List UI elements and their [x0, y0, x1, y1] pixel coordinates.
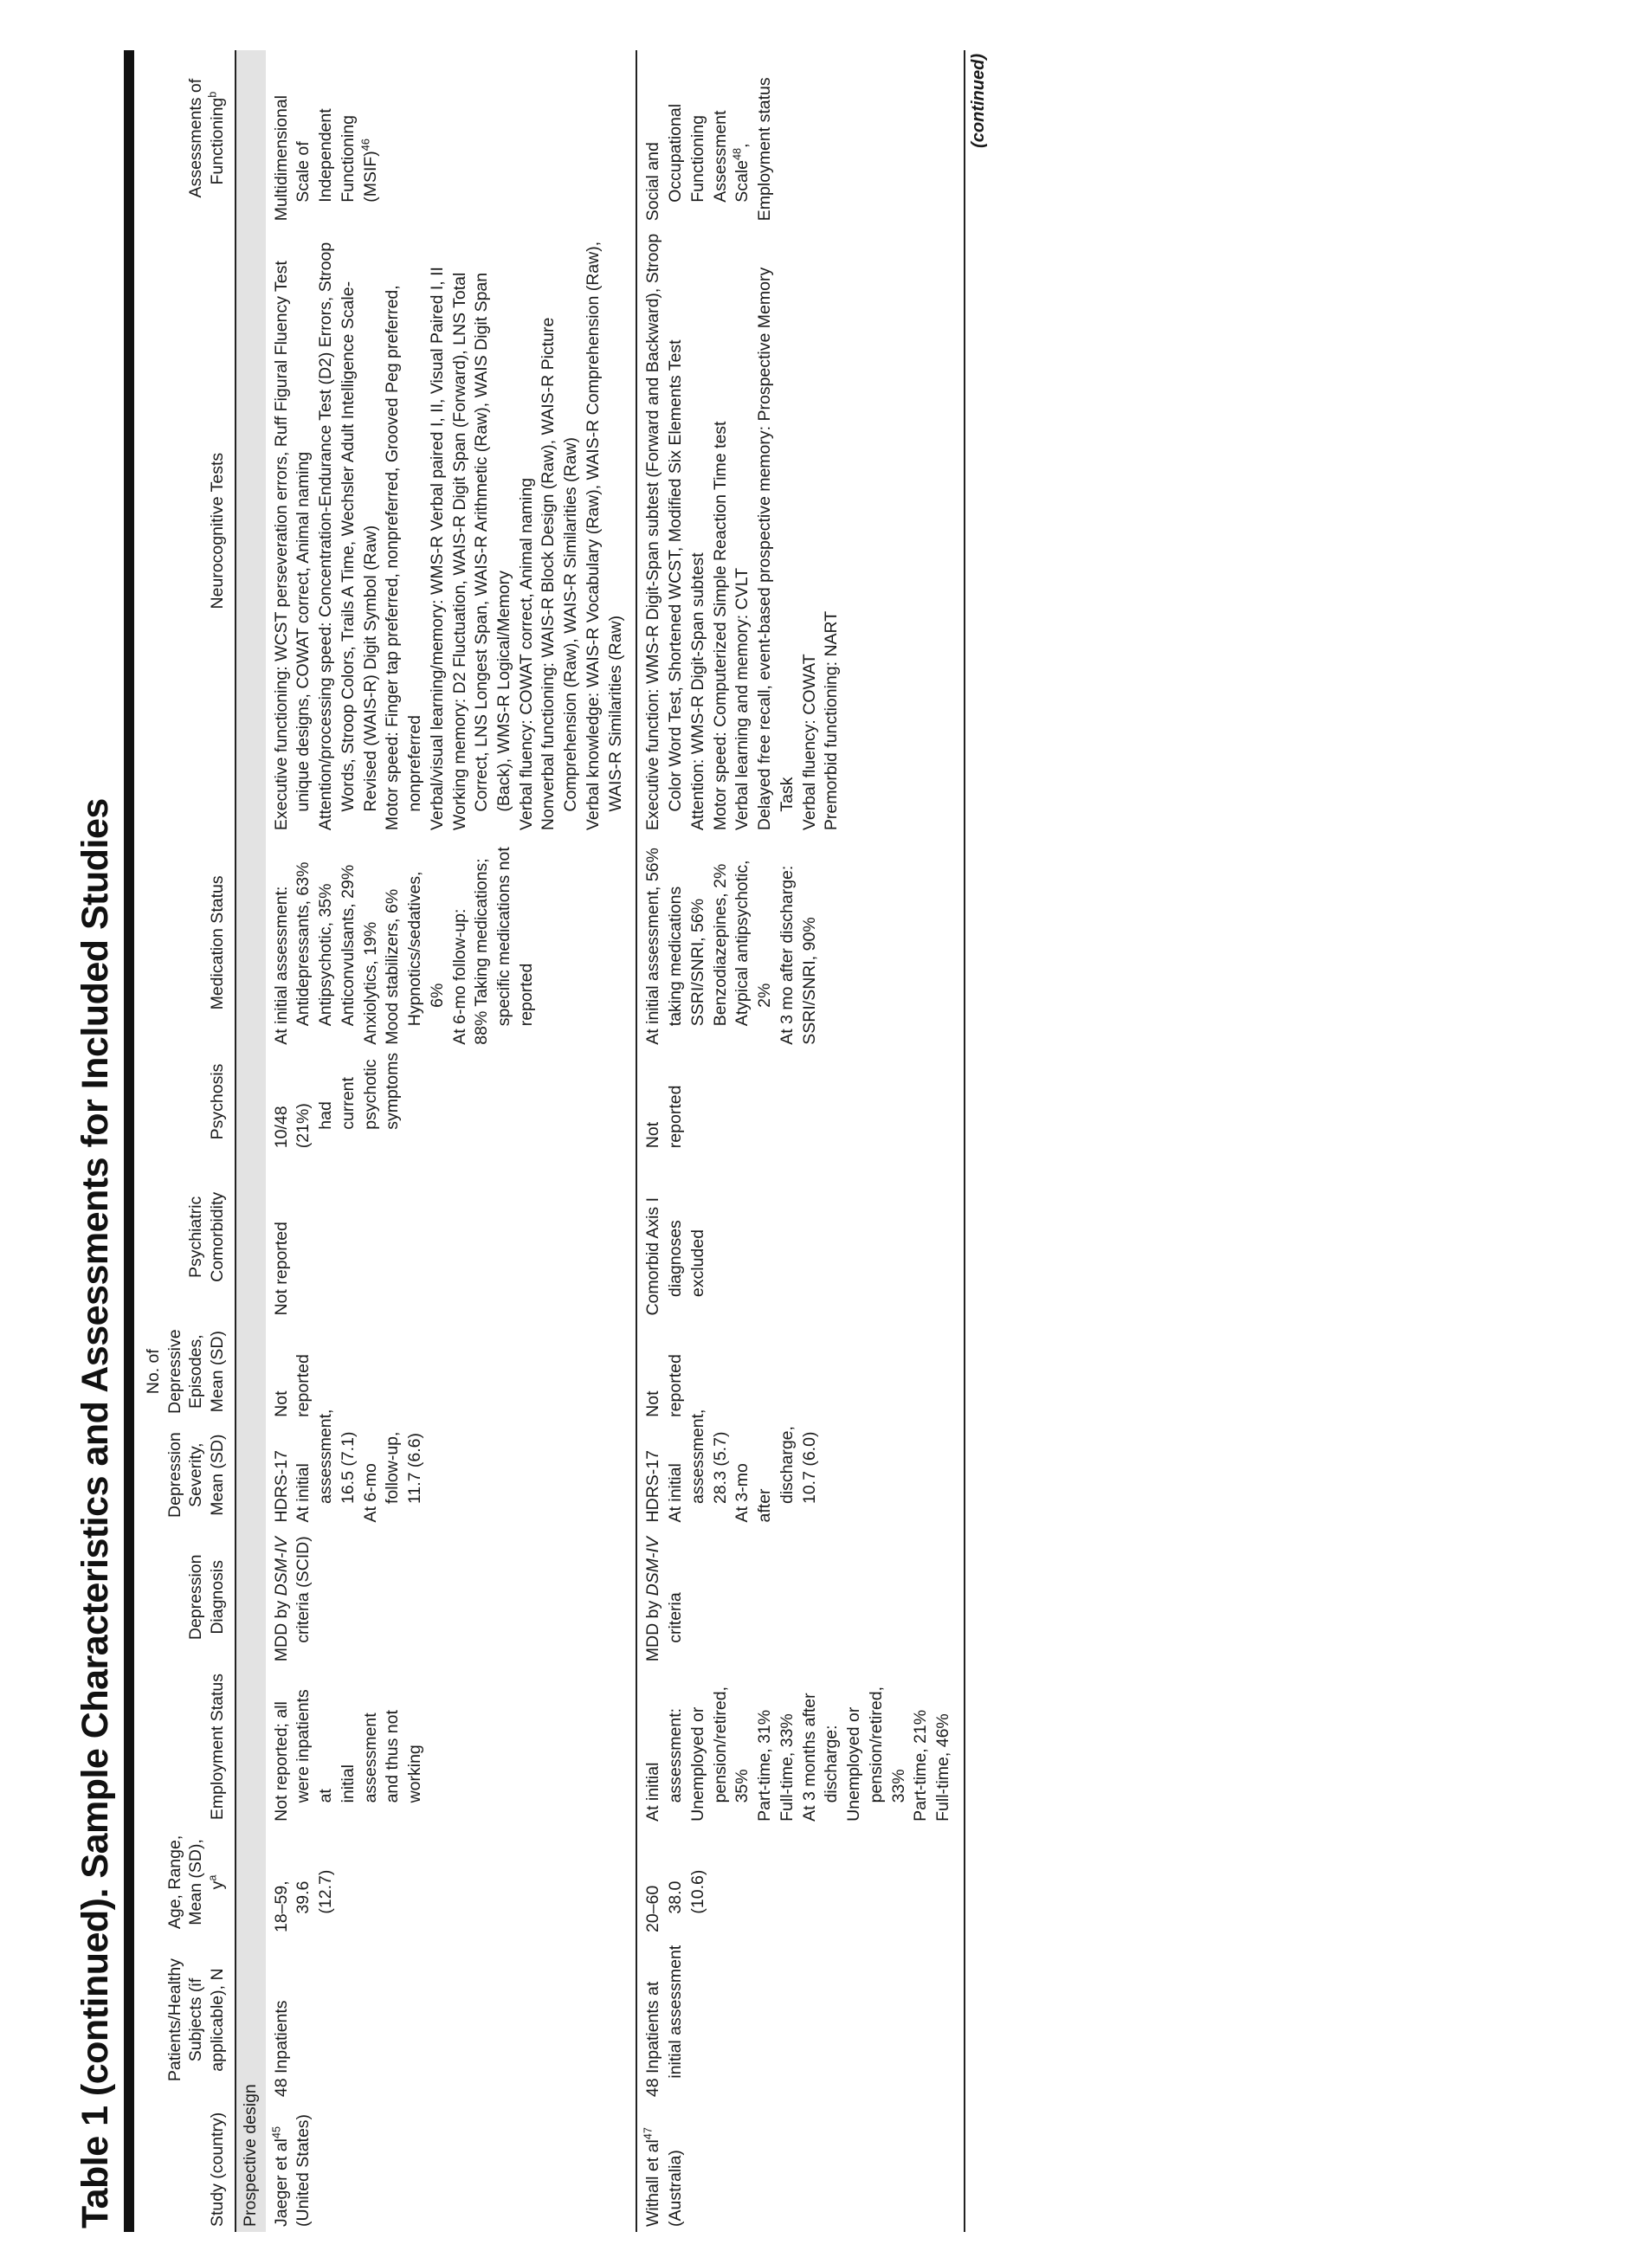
col-functioning: Assessments of Functioning$^b$ — [134, 50, 236, 226]
col-employment: Employment Status — [134, 1667, 236, 1827]
cell-tests: Executive function: WMS-R Digit-Span subtest (Forward and Backward), Stroop Color Word Test, Shortened WCST, Modified Six Elements Test Attention: WMS-R Digit-Span subtest Motor speed: Computerized Simple Reaction Time test Verbal learning and memory: CVLT Delayed free recall, event-based prospective memory: Prospective Memory Task Verbal fluency: COWAT Premorbid functioning: NART — [643, 233, 842, 831]
col-age: Age, Range, Mean (SD), $y^a$ — [134, 1827, 236, 1938]
col-severity: Depression Severity, Mean (SD) — [134, 1422, 236, 1528]
footer-row — [965, 50, 990, 2232]
cell-employment: At initial assessment: Unemployed or pension/retired, 35% Part-time, 31% Full-time, 33% At 3 months after discharge: Unemployed or pension/retired, 33% Part-time, 21% Full-time, 46% — [643, 1687, 952, 1822]
cell-diagnosis: MDD by DSM-IV criteria (SCID) — [266, 1527, 637, 1667]
col-tests: Neurocognitive Tests — [134, 226, 236, 835]
table-title: Table 1 (continued). Sample Characteristics and Assessments for Included Studies — [74, 50, 134, 2232]
cell-diagnosis: MDD by DSM-IV criteria — [643, 1537, 686, 1662]
col-comorbidity: Psychiatric Comorbidity — [134, 1153, 236, 1320]
table-row — [266, 50, 637, 2232]
cell-functioning: Multidimensional Scale of Independent Functioning (MSIF)$^{46}$ — [266, 50, 637, 226]
cell-patients: 48 Inpatients — [266, 1938, 637, 2102]
cell-tests: Executive functioning: WCST perseveration errors, Ruff Figural Fluency Test unique designs, COWAT correct, Animal naming Attention/processing speed: Concentration-Endurance Test (D2) Errors, Stroop Words, Stroop Colors, Trails A Time, Wechsler Adult Intelligence Scale-Revised (WAIS-R) Digit Symbol (Raw) Motor speed: Finger tap preferred, nonpreferred, Grooved Peg preferred, nonpreferred Verbal/visual learning/memory: WMS-R Verbal paired I, II, Visual Paired I, II Working memory: D2 Fluctuation, WAIS-R Digit Span (Forward), LNS Total Correct, LNS Longest Span, WAIS-R Arithmetic (Raw), WAIS Digit Span (Back), WMS-R Logical/Memory Verbal fluency: COWAT correct, Animal naming Nonverbal functioning: WAIS-R Block Design (Raw), WAIS-R Picture Comprehension (Raw), WAIS-R Similarities (Raw) Verbal knowledge: WAIS-R Vocabulary (Raw), WAIS-R Comprehension (Raw), WAIS-R Similarities (Raw) — [266, 226, 637, 835]
cell-medication: At initial assessment: Antidepressants, 63% Antipsychotic, 35% Anticonvulsants, 29% Anxiolytics, 19% Mood stabilizers, 6% Hypnotics/sedatives, 6% At 6-mo follow-up: 88% Taking medications; specific medications not reported — [266, 835, 637, 1050]
col-study: Study (country) — [134, 2102, 236, 2232]
cell-medication: At initial assessment, 56% taking medications SSRI/SNRI, 56% Benzodiazepines, 2% Atypical antipsychotic, 2% At 3 mo after discharge: SSRI/SNRI, 90% — [643, 848, 819, 1045]
cell-psychosis: 10/48 (21%) had current psychotic symptoms — [266, 1050, 637, 1153]
col-diagnosis: Depression Diagnosis — [134, 1527, 236, 1667]
characteristics-table — [134, 50, 990, 2232]
col-psychosis: Psychosis — [134, 1050, 236, 1153]
cell-age: 20–60 38.0 (10.6) — [643, 1869, 707, 1933]
cell-psychosis: Not reported — [643, 1085, 686, 1149]
cell-severity: HDRS-17 At initial assessment, 16.5 (7.1) At 6-mo follow-up, 11.7 (6.6) — [266, 1422, 637, 1528]
continued-note: (continued) — [965, 50, 990, 2232]
cell-age: 18–59, 39.6 (12.7) — [266, 1827, 637, 1938]
cell-severity: HDRS-17 At initial assessment, 28.3 (5.7) At 3-mo after discharge, 10.7 (6.0) — [643, 1409, 819, 1523]
header-row — [134, 50, 236, 2232]
section-label: Prospective design — [236, 50, 266, 2232]
cell-functioning: Social and Occupational Functioning Assessment Scale$^{48}$, Employment status — [643, 77, 775, 222]
cell-employment: Not reported; all were inpatients at initial assessment and thus not working — [266, 1667, 637, 1827]
cell-patients: 48 Inpatients at initial assessment — [643, 1945, 686, 2098]
cell-episodes: Not reported — [266, 1321, 637, 1422]
table-row — [636, 50, 964, 2232]
cell-study: Jaeger et $al^{45}$ (United States) — [266, 2102, 637, 2232]
col-episodes: No. of Depressive Episodes, Mean (SD) — [134, 1321, 236, 1422]
col-medication: Medication Status — [134, 835, 236, 1050]
col-patients: Patients/Healthy Subjects (if applicable), N — [134, 1938, 236, 2102]
table-page — [74, 50, 990, 2232]
section-row — [236, 50, 266, 2232]
cell-comorbidity: Not reported — [266, 1153, 637, 1320]
cell-comorbidity: Comorbid Axis I diagnoses excluded — [643, 1196, 707, 1316]
cell-episodes: Not reported — [643, 1354, 686, 1417]
cell-study: Withall et $al^{47}$ (Australia) — [642, 2127, 686, 2227]
